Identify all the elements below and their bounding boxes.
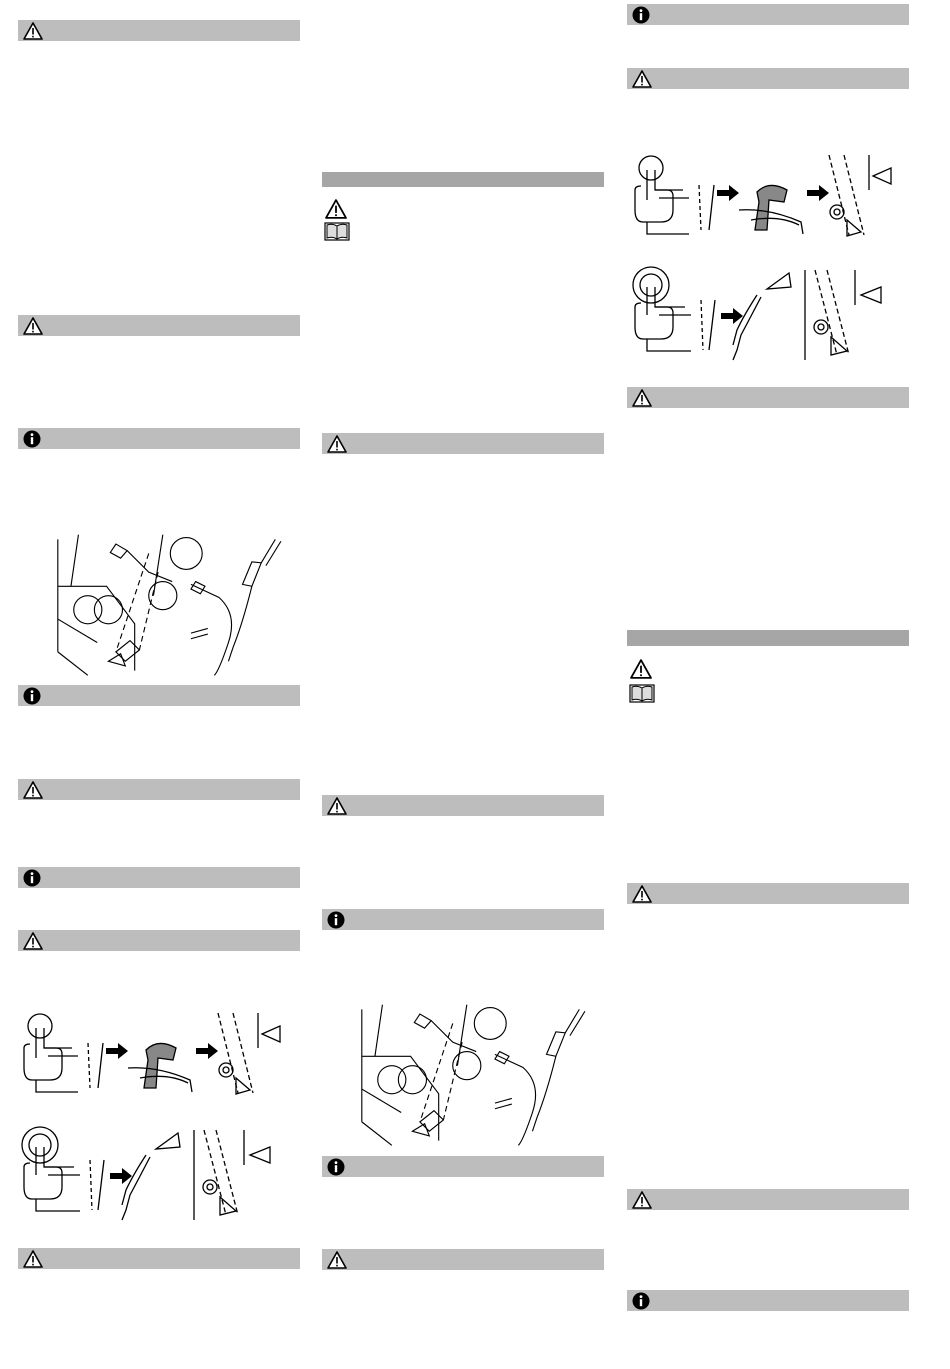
warning-triangle-icon [629,659,653,679]
info-section-bar [18,867,300,888]
hose-connection-diagram [344,1000,599,1150]
warning-section-bar [18,20,300,41]
info-circle-icon [23,869,41,887]
warning-section-bar [627,883,909,904]
warning-section-bar [18,1248,300,1269]
info-section-bar [627,1290,909,1311]
info-section-bar [18,428,300,449]
double-press-lance-diagram [629,265,909,365]
warning-section-bar [627,1189,909,1210]
warning-triangle-icon [632,389,652,407]
info-section-bar [322,1156,604,1177]
warning-section-bar [322,795,604,816]
warning-section-bar [322,1249,604,1270]
info-section-bar [322,909,604,930]
warning-triangle-icon [23,932,43,950]
info-section-bar [627,4,909,25]
info-circle-icon [327,911,345,929]
column-right [627,0,909,1369]
info-section-bar [18,685,300,706]
open-book-icon [629,683,655,703]
warning-section-bar [627,387,909,408]
warning-section-bar [18,930,300,951]
column-left [18,0,300,1369]
warning-triangle-icon [23,781,43,799]
warning-section-bar [322,433,604,454]
warning-triangle-icon [324,199,348,219]
info-circle-icon [327,1158,345,1176]
single-press-trigger-diagram [18,1008,298,1098]
open-book-icon [324,221,350,241]
info-circle-icon [23,430,41,448]
warning-triangle-icon [23,317,43,335]
info-circle-icon [632,6,650,24]
warning-triangle-icon [632,885,652,903]
column-middle [322,0,604,1369]
section-header-bar [322,172,604,187]
warning-triangle-icon [632,70,652,88]
warning-section-bar [18,779,300,800]
warning-triangle-icon [327,1251,347,1269]
warning-triangle-icon [23,1250,43,1268]
info-circle-icon [23,687,41,705]
single-press-trigger-diagram [629,150,909,240]
warning-section-bar [627,68,909,89]
section-header-bar [627,630,909,646]
info-circle-icon [632,1292,650,1310]
warning-triangle-icon [632,1191,652,1209]
double-press-lance-diagram [18,1125,298,1225]
warning-triangle-icon [23,22,43,40]
warning-triangle-icon [327,435,347,453]
warning-section-bar [18,315,300,336]
hose-connection-diagram [40,530,295,680]
warning-triangle-icon [327,797,347,815]
